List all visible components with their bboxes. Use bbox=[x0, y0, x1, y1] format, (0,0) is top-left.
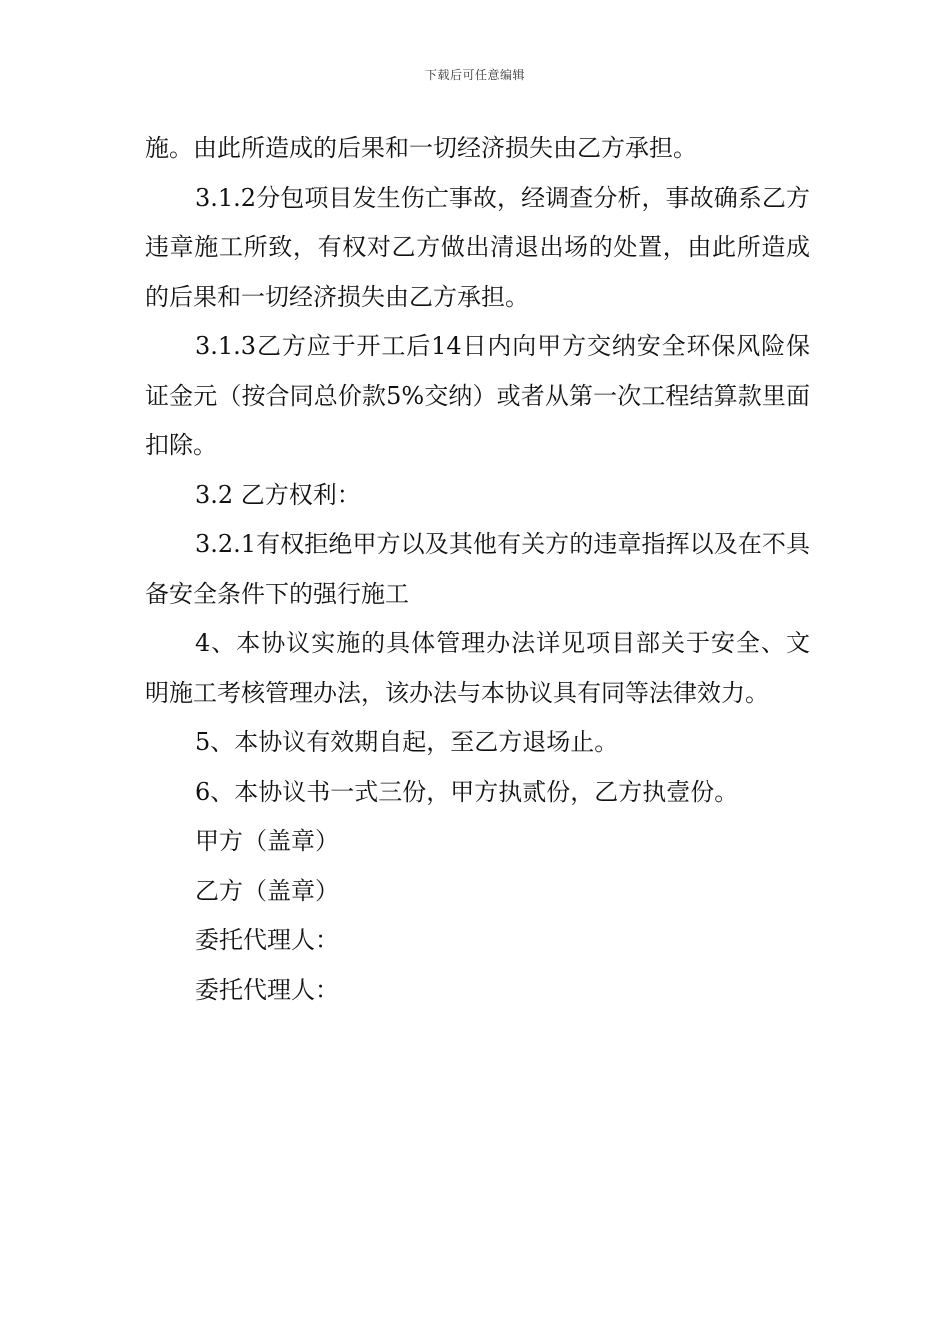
signature-agent-b: 委托代理人： bbox=[195, 975, 339, 1004]
paragraph-continuation: 施。由此所造成的后果和一切经济损失由乙方承担。 bbox=[145, 134, 697, 162]
paragraph-clause-3-2-heading: 3.2 乙方权利： bbox=[195, 480, 361, 509]
document-body bbox=[145, 124, 810, 1015]
paragraph-clause-5: 5、本协议有效期自起，至乙方退场止。 bbox=[195, 728, 619, 756]
signature-agent-a: 委托代理人： bbox=[195, 926, 339, 954]
signature-party-b: 乙方（盖章） bbox=[195, 876, 339, 905]
paragraph-clause-3-1-3: 3.1.3乙方应于开工后14日内向甲方交纳安全环保风险保证金元（按合同总价款5%交纳）或者从第一次工程结算款里面扣除。 bbox=[145, 332, 810, 459]
page-header-note: 下载后可任意编辑 bbox=[424, 68, 525, 82]
signature-party-a: 甲方（盖章） bbox=[195, 827, 339, 855]
paragraph-clause-3-1-2: 3.1.2分包项目发生伤亡事故，经调查分析，事故确系乙方违章施工所致，有权对乙方做出清退出场的处置，由此所造成的后果和一切经济损失由乙方承担。 bbox=[145, 183, 810, 311]
paragraph-clause-3-2-1: 3.2.1有权拒绝甲方以及其他有关方的违章指挥以及在不具备安全条件下的强行施工 bbox=[145, 530, 810, 608]
paragraph-clause-6: 6、本协议书一式三份，甲方执贰份，乙方执壹份。 bbox=[195, 777, 739, 806]
paragraph-clause-4: 4、本协议实施的具体管理办法详见项目部关于安全、文明施工考核管理办法，该办法与本协议具有同等法律效力。 bbox=[145, 629, 810, 707]
